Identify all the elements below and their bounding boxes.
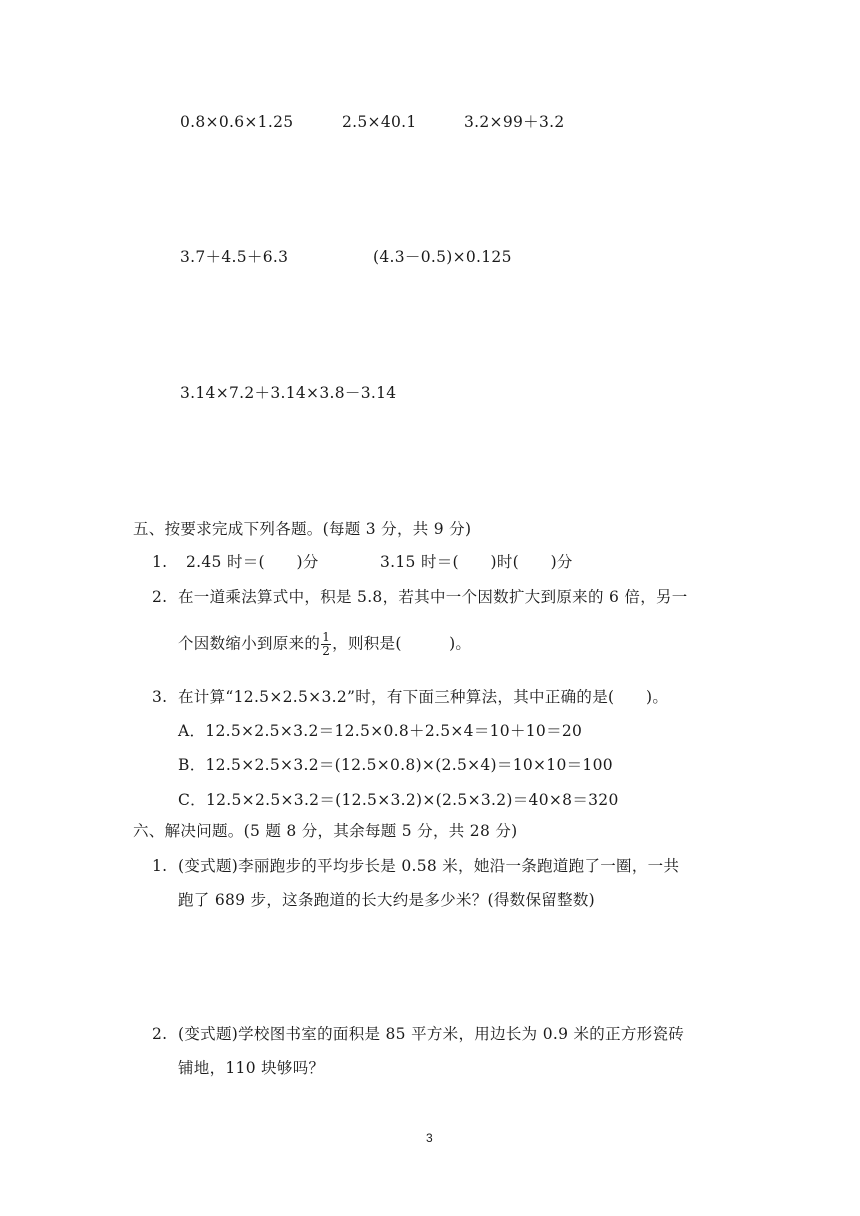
s5-q2-line2: [178, 631, 471, 658]
calc-expr-3: 3.2×99＋3.2: [464, 113, 565, 131]
s6-q2-line2: 铺地，110 块够吗？: [178, 1059, 325, 1077]
section-five-heading: 五、按要求完成下列各题。(每题 3 分，共 9 分): [133, 520, 472, 538]
s5-q1-number: 1.: [152, 553, 168, 571]
s6-q2-line1: (变式题)学校图书室的面积是 85 平方米，用边长为 0.9 米的正方形瓷砖: [178, 1025, 685, 1043]
calc-expr-4: 3.7＋4.5＋6.3: [180, 248, 289, 266]
s6-q2-number: 2.: [152, 1025, 168, 1043]
s5-q3-option-b: B．12.5×2.5×3.2＝(12.5×0.8)×(2.5×4)＝10×10＝100: [178, 756, 613, 774]
s5-q1-part-a: 2.45 时＝( )分: [186, 553, 319, 571]
s5-q3-option-c: C．12.5×2.5×3.2＝(12.5×3.2)×(2.5×3.2)＝40×8＝320: [178, 791, 619, 809]
s5-q2-line1: 在一道乘法算式中，积是 5.8，若其中一个因数扩大到原来的 6 倍，另一: [178, 588, 688, 606]
s5-q1-part-b: 3.15 时＝( )时( )分: [380, 553, 573, 571]
page-number: 3: [426, 1131, 433, 1145]
s6-q1-line1: (变式题)李丽跑步的平均步长是 0.58 米，她沿一条跑道跑了一圈，一共: [178, 857, 680, 875]
fraction-numerator: 1: [322, 630, 331, 644]
calc-expr-5: (4.3－0.5)×0.125: [373, 248, 512, 266]
fraction-one-half: [321, 631, 331, 658]
s5-q3-stem: 在计算“12.5×2.5×3.2”时，有下面三种算法，其中正确的是( )。: [178, 688, 669, 706]
s6-q1-number: 1.: [152, 857, 168, 875]
s5-q3-number: 3.: [152, 688, 168, 706]
calc-expr-6: 3.14×7.2＋3.14×3.8－3.14: [180, 384, 397, 402]
s6-q1-line2: 跑了 689 步，这条跑道的长大约是多少米？(得数保留整数): [178, 891, 596, 909]
s5-q2-line2-before: 个因数缩小到原来的: [178, 634, 321, 653]
fraction-denominator: 2: [322, 644, 331, 658]
calc-expr-2: 2.5×40.1: [342, 113, 417, 131]
calc-expr-1: 0.8×0.6×1.25: [180, 113, 294, 131]
s5-q2-number: 2.: [152, 588, 168, 606]
s5-q3-option-a: A．12.5×2.5×3.2＝12.5×0.8＋2.5×4＝10＋10＝20: [178, 722, 583, 740]
section-six-heading: 六、解决问题。(5 题 8 分，其余每题 5 分，共 28 分): [133, 822, 518, 840]
s5-q2-line2-after: ，则积是( )。: [332, 634, 472, 653]
